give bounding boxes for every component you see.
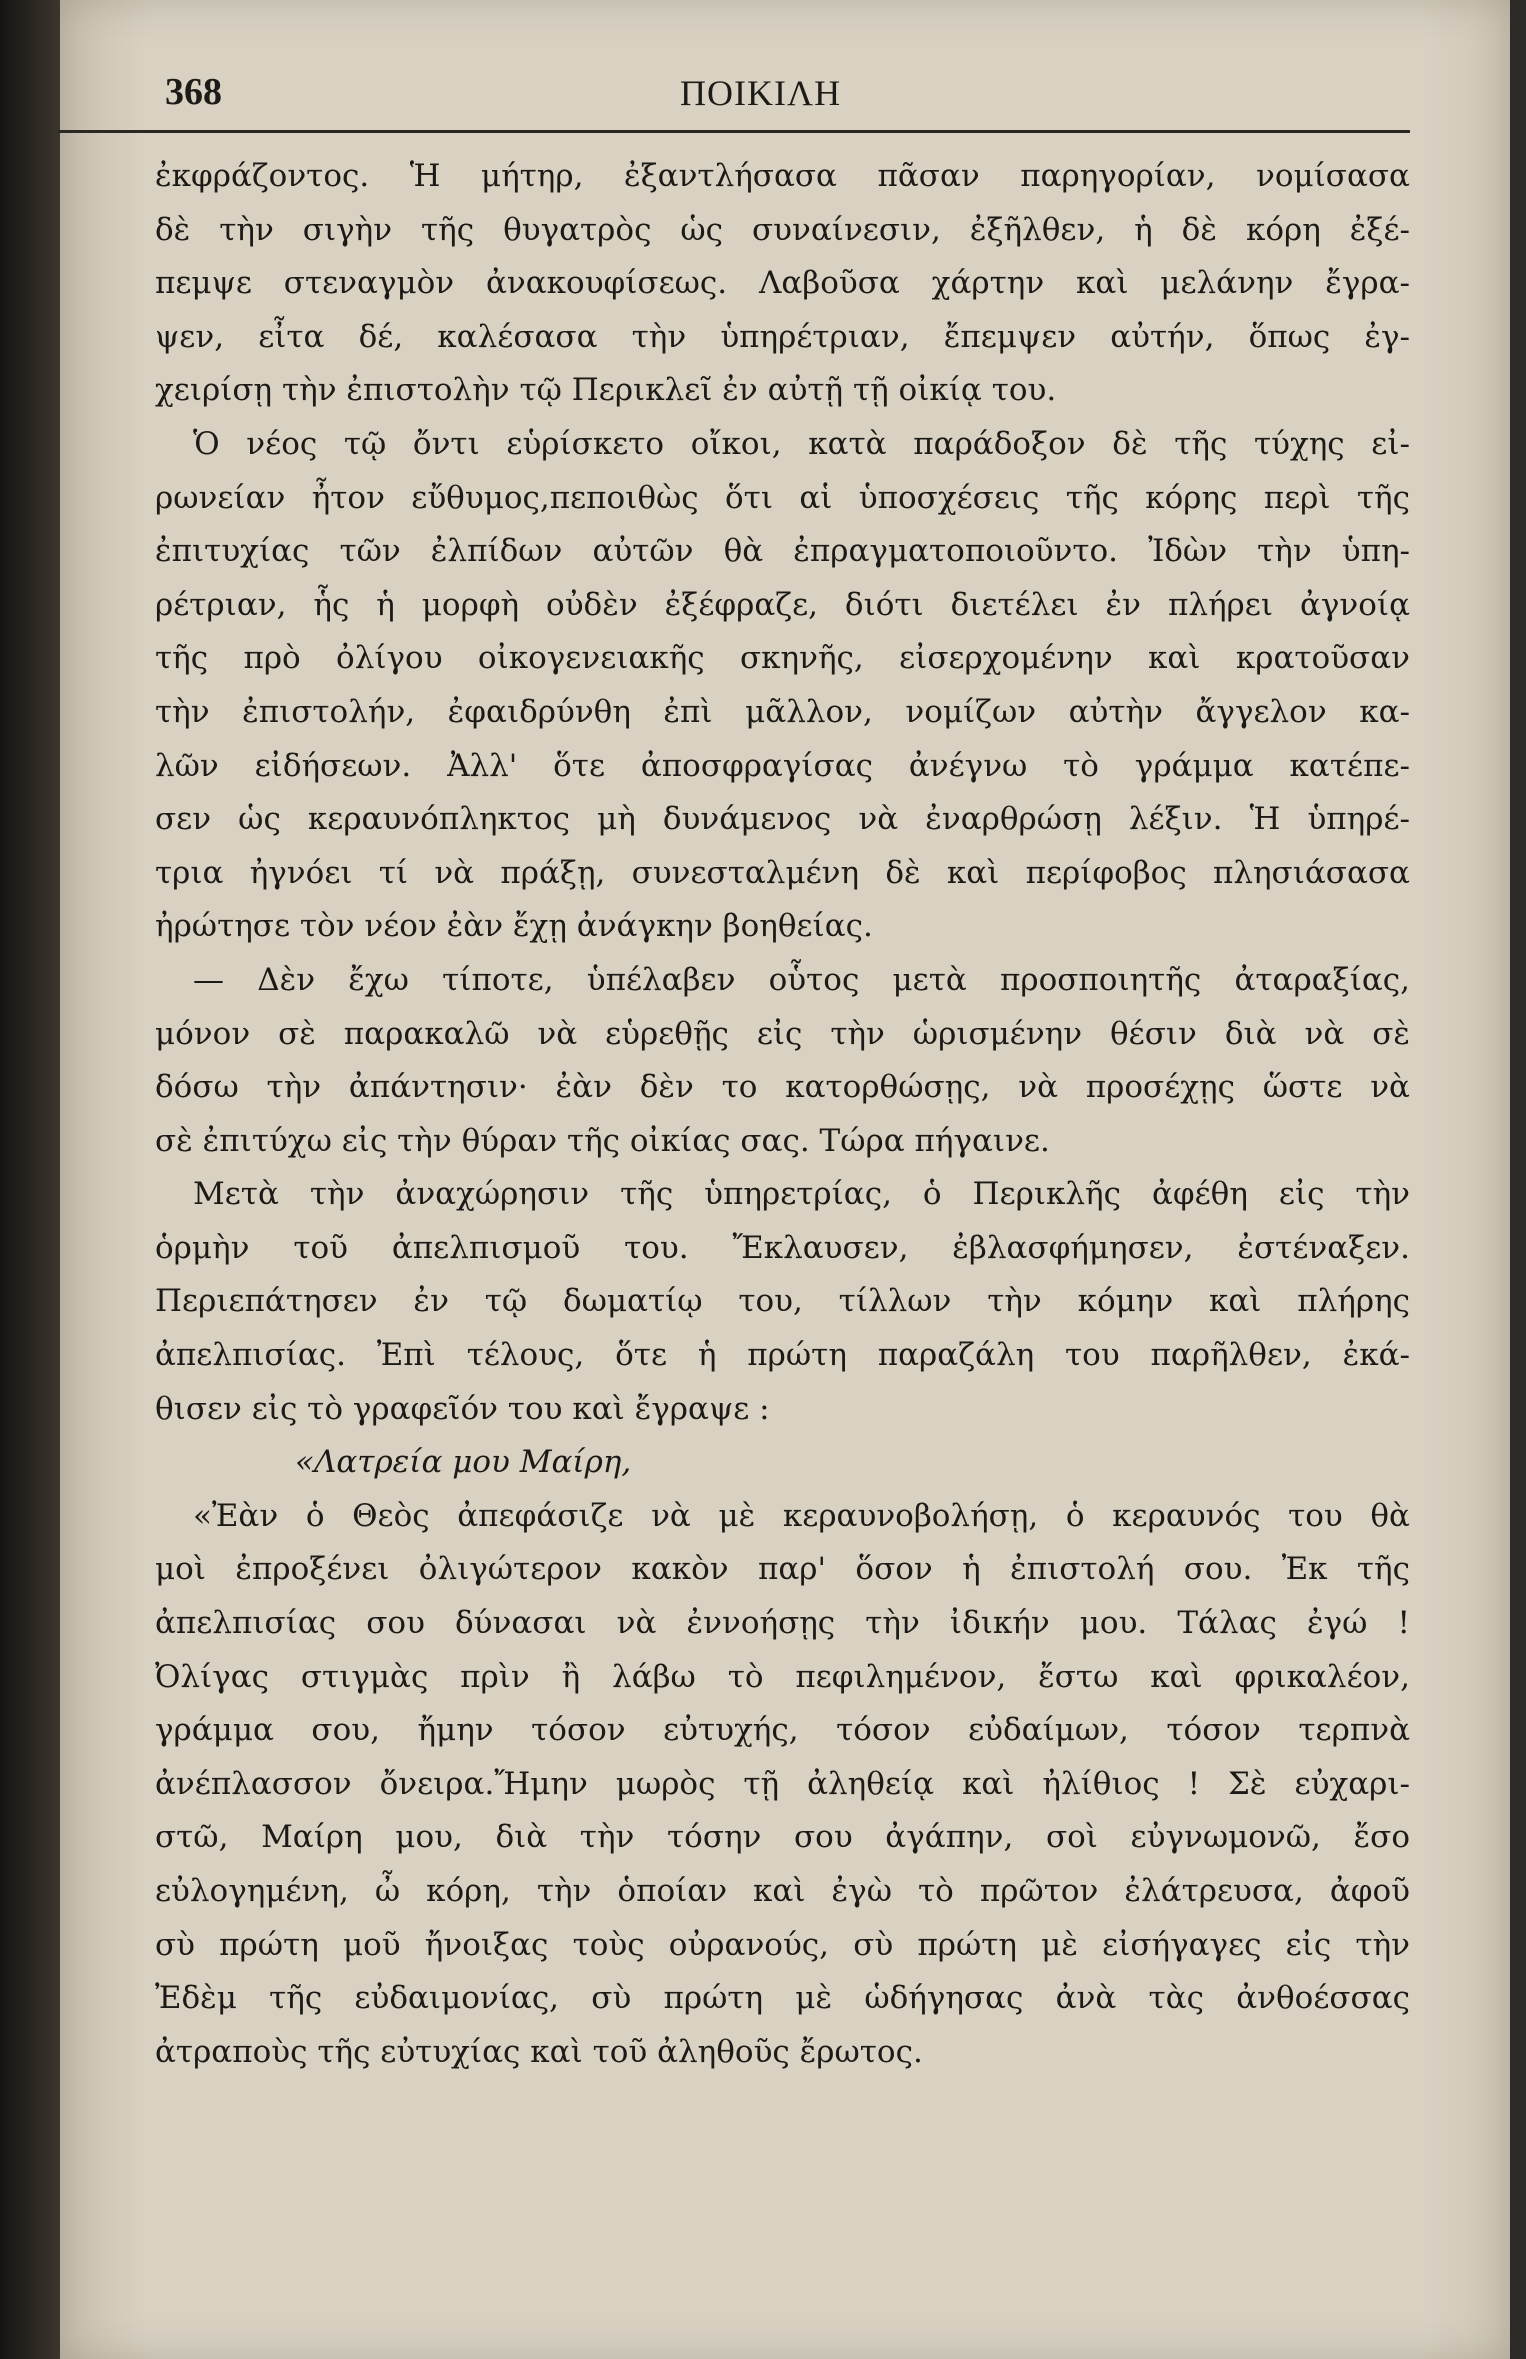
text-line: ἀπελπισίας σου δύνασαι νὰ ἐννοήσῃς τὴν ἰδικήν μου. Τάλας ἐγώ !	[155, 1605, 1410, 1642]
text-line: εὐλογημένη, ὦ κόρη, τὴν ὁποίαν καὶ ἐγὼ τὸ πρῶτον ἐλάτρευσα, ἀφοῦ	[155, 1873, 1410, 1909]
text-line: ἀνέπλασσον ὄνειρα.Ἤμην μωρὸς τῇ ἀληθείᾳ καὶ ἠλίθιος ! Σὲ εὐχαρι-	[155, 1765, 1410, 1802]
running-title: ΠΟΙΚΙΛΗ	[680, 73, 842, 113]
header-rule	[58, 130, 1410, 133]
text-line: χειρίσῃ τὴν ἐπιστολὴν τῷ Περικλεῖ ἐν αὐτῇ τῇ οἰκίᾳ του.	[155, 372, 1057, 409]
text-line: ψεν, εἶτα δέ, καλέσασα τὴν ὑπηρέτριαν, ἔπεμψεν αὐτήν, ὅπως ἐγ-	[155, 318, 1410, 355]
text-line: σὲ ἐπιτύχω εἰς τὴν θύραν τῆς οἰκίας σας. Τώρα πήγαινε.	[155, 1122, 1050, 1159]
page-number: 368	[165, 71, 222, 113]
text-line: τὴν ἐπιστολήν, ἐφαιδρύνθη ἐπὶ μᾶλλον, νομίζων αὐτὴν ἄγγελον κα-	[155, 693, 1410, 730]
text-line: δόσω τὴν ἀπάντησιν· ἐὰν δὲν το κατορθώσῃς, νὰ προσέχῃς ὥστε νὰ	[155, 1069, 1410, 1106]
text-line: ἠρώτησε τὸν νέον ἐὰν ἔχῃ ἀνάγκην βοηθείας.	[155, 908, 873, 945]
text-line: σὺ πρώτη μοῦ ἤνοιξας τοὺς οὐρανούς, σὺ πρώτη μὲ εἰσήγαγες εἰς τὴν	[155, 1926, 1410, 1963]
text-line: θισεν εἰς τὸ γραφεῖόν του καὶ ἔγραψε :	[155, 1390, 770, 1427]
book-spine-shadow	[0, 0, 60, 2359]
text-line: ἀπελπισίας. Ἐπὶ τέλους, ὅτε ἡ πρώτη παραζάλη του παρῆλθεν, ἐκά-	[155, 1337, 1410, 1374]
text-line: Περιεπάτησεν ἐν τῷ δωματίῳ του, τίλλων τὴν κόμην καὶ πλήρης	[155, 1283, 1410, 1320]
text-line: Ὀλίγας στιγμὰς πρὶν ἢ λάβω τὸ πεφιλημένον, ἔστω καὶ φρικαλέον,	[155, 1658, 1410, 1695]
text-line: ὁρμὴν τοῦ ἀπελπισμοῦ του. Ἔκλαυσεν, ἐβλασφήμησεν, ἐστέναξεν.	[155, 1229, 1410, 1266]
text-line: τῆς πρὸ ὀλίγου οἰκογενειακῆς σκηνῆς, εἰσερχομένην καὶ κρατοῦσαν	[155, 640, 1410, 677]
text-line: πεμψε στεναγμὸν ἀνακουφίσεως. Λαβοῦσα χάρτην καὶ μελάνην ἔγρα-	[155, 265, 1410, 302]
text-line: γράμμα σου, ἤμην τόσον εὐτυχής, τόσον εὐδαίμων, τόσον τερπνὰ	[155, 1712, 1410, 1749]
text-line: ρωνείαν ἦτον εὔθυμος,πεποιθὼς ὅτι αἱ ὑποσχέσεις τῆς κόρης περὶ τῆς	[155, 479, 1410, 516]
text-line: ἀτραποὺς τῆς εὐτυχίας καὶ τοῦ ἀληθοῦς ἔρωτος.	[155, 2033, 923, 2070]
body-text	[155, 150, 1410, 2079]
text-line: δὲ τὴν σιγὴν τῆς θυγατρὸς ὡς συναίνεσιν, ἐξῆλθεν, ἡ δὲ κόρη ἐξέ-	[155, 211, 1410, 248]
text-line: στῶ, Μαίρη μου, διὰ τὴν τόσην σου ἀγάπην, σοὶ εὐγνωμονῶ, ἔσο	[155, 1819, 1410, 1856]
text-line: Ὁ νέος τῷ ὄντι εὑρίσκετο οἴκοι, κατὰ παράδοξον δὲ τῆς τύχης εἰ-	[193, 425, 1410, 462]
text-line: — Δὲν ἔχω τίποτε, ὑπέλαβεν οὗτος μετὰ προσποιητῆς ἀταραξίας,	[193, 961, 1410, 998]
text-line: ἐκφράζοντος. Ἡ μήτηρ, ἐξαντλήσασα πᾶσαν παρηγορίαν, νομίσασα	[155, 158, 1410, 194]
text-line: τρια ἠγνόει τί νὰ πράξῃ, συνεσταλμένη δὲ καὶ περίφοβος πλησιάσασα	[155, 854, 1410, 891]
text-line: ἐπιτυχίας τῶν ἐλπίδων αὐτῶν θὰ ἐπραγματοποιοῦντο. Ἰδὼν τὴν ὑπη-	[155, 533, 1410, 570]
text-line: Ἐδὲμ τῆς εὐδαιμονίας, σὺ πρώτη μὲ ὡδήγησας ἀνὰ τὰς ἀνθοέσσας	[155, 1980, 1410, 2017]
text-line: μόνον σὲ παρακαλῶ νὰ εὑρεθῇς εἰς τὴν ὡρισμένην θέσιν διὰ νὰ σὲ	[155, 1015, 1410, 1052]
text-line: μοὶ ἐπροξένει ὀλιγώτερον κακὸν παρ' ὅσον ἡ ἐπιστολή σου. Ἐκ τῆς	[155, 1551, 1410, 1588]
page-header	[105, 68, 1405, 132]
text-line: σεν ὡς κεραυνόπληκτος μὴ δυνάμενος νὰ ἐναρθρώσῃ λέξιν. Ἡ ὑπηρέ-	[155, 801, 1410, 838]
text-line: Μετὰ τὴν ἀναχώρησιν τῆς ὑπηρετρίας, ὁ Περικλῆς ἀφέθη εἰς τὴν	[193, 1176, 1410, 1213]
text-line: λῶν εἰδήσεων. Ἀλλ' ὅτε ἀποσφραγίσας ἀνέγνω τὸ γράμμα κατέπε-	[155, 747, 1410, 784]
text-line: ρέτριαν, ἧς ἡ μορφὴ οὐδὲν ἐξέφραζε, διότι διετέλει ἐν πλήρει ἀγνοίᾳ	[155, 586, 1410, 623]
letter-salutation: «Λατρεία μου Μαίρη,	[295, 1444, 632, 1481]
text-line: «Ἐὰν ὁ Θεὸς ἀπεφάσιζε νὰ μὲ κεραυνοβολήσῃ, ὁ κεραυνός του θὰ	[193, 1497, 1410, 1534]
